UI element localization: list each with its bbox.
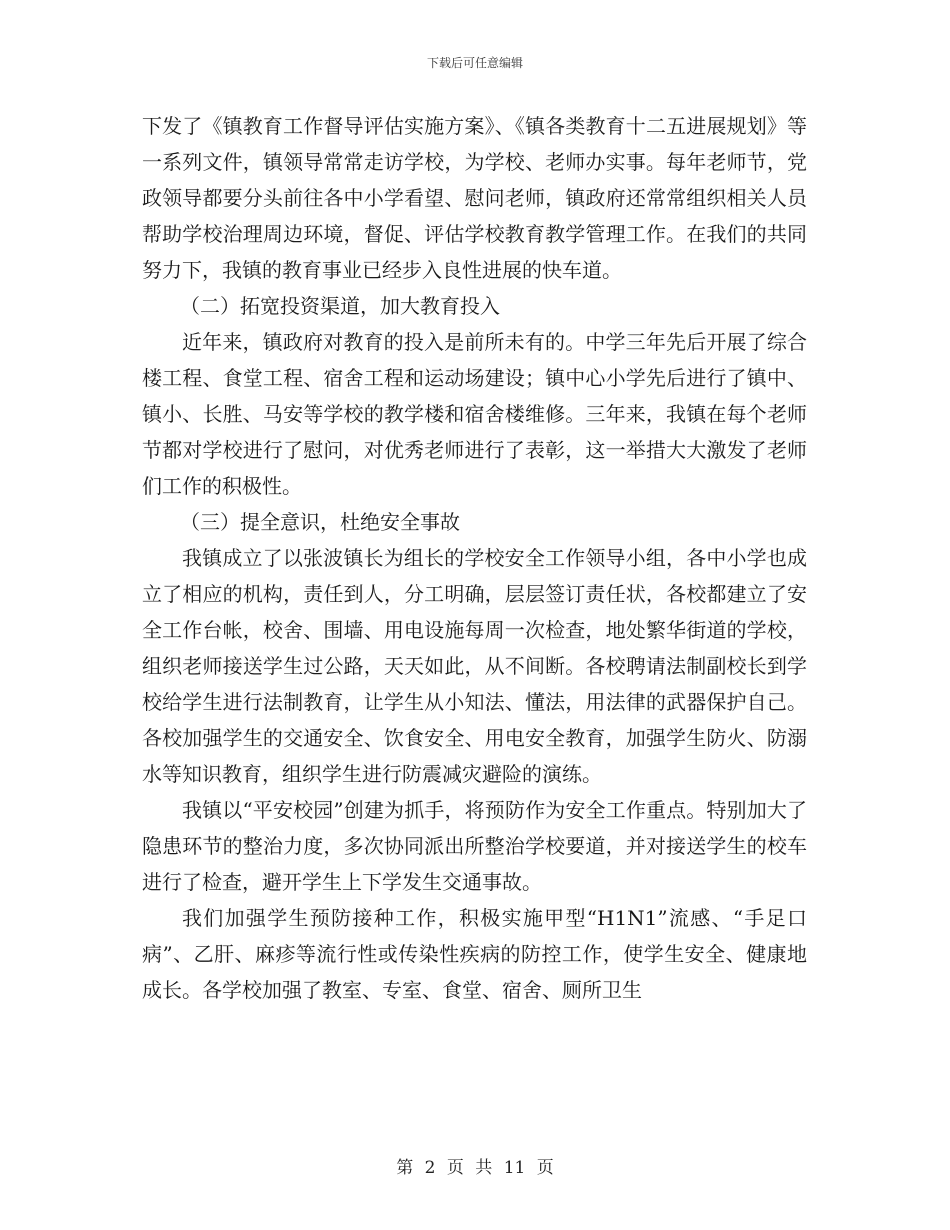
paragraph-5: 我们加强学生预防接种工作，积极实施甲型“H1N1”流感、“手足口病”、乙肝、麻疹等流行性或传染性疾病的防控工作，使学生安全、健康地成长。各学校加强了教室、专室、食堂、宿舍、厕所卫生 [142,906,807,1002]
header-note: 下载后可任意编辑 [426,56,523,70]
paragraph-4: 我镇以“平安校园”创建为抓手，将预防作为安全工作重点。特别加大了隐患环节的整治力度，多次协同派出所整治学校要道，并对接送学生的校车进行了检查，避开学生上下学发生交通事故。 [142,798,807,894]
paragraph-3: 我镇成立了以张波镇长为组长的学校安全工作领导小组，各中小学也成立了相应的机构，责任到人，分工明确，层层签订责任状，各校都建立了安全工作台帐，校舍、围墙、用电设施每周一次检查，地处繁华街道的学校，组织老师接送学生过公路，天天如此，从不间断。各校聘请法制副校长到学校给学生进行法制教育，让学生从小知法、懂法，用法律的武器保护自己。各校加强学生的交通安全、饮食安全、用电安全教育，加强学生防火、防溺水等知识教育，组织学生进行防震减灾避险的演练。 [142,546,807,786]
page-number-footer: 第 2 页 共 11 页 [396,1158,554,1178]
paragraph-2: 近年来，镇政府对教育的投入是前所未有的。中学三年先后开展了综合楼工程、食堂工程、宿舍工程和运动场建设；镇中心小学先后进行了镇中、镇小、长胜、马安等学校的教学楼和宿舍楼维修。三年来，我镇在每个老师节都对学校进行了慰问，对优秀老师进行了表彰，这一举措大大激发了老师们工作的积极性。 [142,330,807,498]
section-heading-2: （二）拓宽投资渠道，加大教育投入 [180,294,500,318]
section-heading-3: （三）提全意识，杜绝安全事故 [180,510,460,534]
paragraph-1: 下发了《镇教育工作督导评估实施方案》、《镇各类教育十二五进展规划》等一系列文件，镇领导常常走访学校，为学校、老师办实事。每年老师节，党政领导都要分头前往各中小学看望、慰问老师，镇政府还常常组织相关人员帮助学校治理周边环境，督促、评估学校教育教学管理工作。在我们的共同努力下，我镇的教育事业已经步入良性进展的快车道。 [142,114,807,282]
document-body [142,108,807,1008]
